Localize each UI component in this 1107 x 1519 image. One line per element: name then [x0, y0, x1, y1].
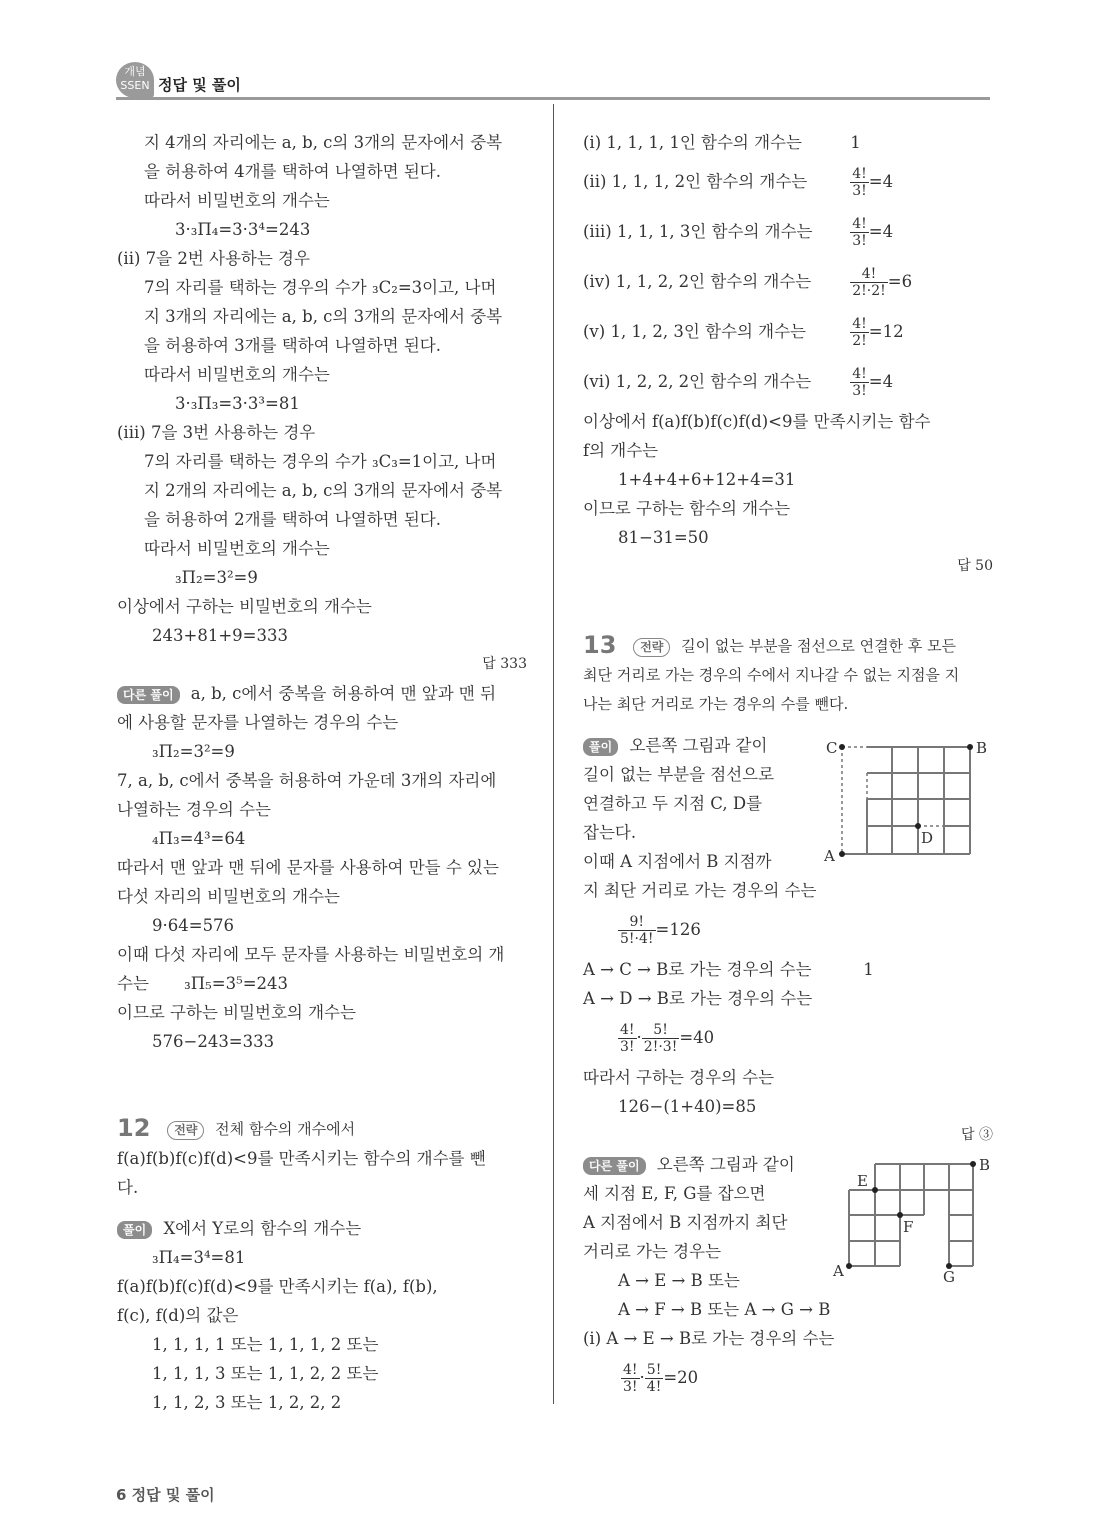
text-line: 7의 자리를 택하는 경우의 수가 ₃C₃=1이고, 나머: [144, 452, 497, 471]
equation-result: =126: [655, 920, 701, 939]
logo-top-text: 개념: [124, 65, 146, 78]
text-line: 이때 A 지점에서 B 지점까: [583, 852, 772, 871]
equation: 3·₃Π₄=3·3⁴=243: [175, 220, 311, 239]
ssen-logo: [116, 62, 154, 98]
text-line: 1, 1, 1, 3 또는 1, 1, 2, 2 또는: [152, 1364, 379, 1383]
text-line: 따라서 비밀번호의 개수는: [144, 539, 330, 558]
text-line: 지 2개의 자리에는 a, b, c의 3개의 문자에서 중복: [144, 481, 503, 500]
alt-solution-tag: 다른 풀이: [117, 686, 180, 704]
text-line: 이상에서 f(a)f(b)f(c)f(d)<9를 만족시키는 함수: [583, 412, 931, 431]
equation: 81−31=50: [618, 528, 709, 547]
answer-label: 답 50: [957, 558, 993, 574]
grid-figure-2: [833, 1156, 995, 1286]
fraction: $\frac{4!}{3!}$: [852, 216, 867, 249]
fraction: $\frac{4!}{3!}$: [623, 1362, 638, 1395]
case-heading: (iii) 7을 3번 사용하는 경우: [117, 423, 316, 442]
text-line: 지 최단 거리로 가는 경우의 수는: [583, 881, 817, 900]
equation-result: =20: [663, 1368, 699, 1387]
text-line: 다섯 자리의 비밀번호의 개수는: [117, 887, 340, 906]
label-A: A: [833, 1262, 844, 1280]
text-line: 잡는다.: [583, 823, 637, 842]
fraction: $\frac{4!}{2!\cdot 2!}$: [852, 266, 886, 299]
equation: 576−243=333: [152, 1032, 275, 1051]
text-line: 따라서 맨 앞과 맨 뒤에 문자를 사용하여 만들 수 있는: [117, 858, 499, 877]
text-span: 오른쪽 그림과 같이: [656, 1155, 795, 1174]
fraction: $\frac{9!}{5!\cdot 4!}$: [620, 914, 654, 947]
dot-operator: ·: [639, 1368, 645, 1387]
equation: [583, 1013, 993, 1063]
text-line: [117, 969, 527, 998]
path-line: [583, 955, 993, 984]
strategy-text: f(a)f(b)f(c)f(d)<9를 만족시키는 함수의 개수를 뺀: [117, 1149, 486, 1168]
problem-13-header: [583, 629, 993, 661]
point-B: [967, 744, 973, 750]
header-rule: [116, 97, 990, 100]
point-B: [970, 1161, 976, 1167]
equation: [583, 905, 993, 955]
text-line: 나열하는 경우의 수는: [117, 800, 271, 819]
text-line: f(c), f(d)의 값은: [117, 1306, 239, 1325]
label-A: A: [824, 847, 835, 865]
case-value: =12: [868, 322, 904, 341]
solution-tag: 풀이: [117, 1221, 152, 1239]
case-line: [583, 257, 993, 307]
solution-tag: 풀이: [583, 738, 618, 756]
text-line: 이때 다섯 자리에 모두 문자를 사용하는 비밀번호의 개: [117, 945, 505, 964]
left-column: [117, 128, 527, 1417]
strategy-text: 최단 거리로 가는 경우의 수에서 지나갈 수 없는 지점을 지: [583, 666, 960, 684]
text-line: 을 허용하여 2개를 택하여 나열하면 된다.: [144, 510, 441, 529]
text-line: 을 허용하여 3개를 택하여 나열하면 된다.: [144, 336, 441, 355]
text-line: 1, 1, 1, 1 또는 1, 1, 1, 2 또는: [152, 1335, 379, 1354]
fraction: $\frac{5!}{4!}$: [646, 1362, 662, 1395]
equation: ₃Π₂=3²=9: [175, 568, 258, 587]
page-title: 정답 및 풀이: [158, 76, 241, 94]
case-line: [583, 128, 993, 157]
label-F: F: [903, 1218, 914, 1236]
equation: ₄Π₃=4³=64: [152, 829, 246, 848]
text-line: A 지점에서 B 지점까지 최단: [583, 1213, 788, 1232]
text-line: 7의 자리를 택하는 경우의 수가 ₃C₂=3이고, 나머: [144, 278, 497, 297]
page-footer: [116, 1484, 215, 1505]
case-value: =4: [868, 372, 894, 391]
text-span: X에서 Y로의 함수의 개수는: [163, 1219, 362, 1238]
text-line: 7, a, b, c에서 중복을 허용하여 가운데 3개의 자리에: [117, 771, 497, 790]
fraction: $\frac{4!}{3!}$: [620, 1022, 635, 1055]
logo-bottom-text: SSEN: [120, 79, 150, 92]
equation: 1+4+4+6+12+4=31: [618, 470, 796, 489]
label-G: G: [943, 1268, 955, 1286]
page-number: 6: [116, 1486, 127, 1504]
text-line: 에 사용할 문자를 나열하는 경우의 수는: [117, 713, 399, 732]
label-B: B: [976, 739, 988, 757]
alt-solution-line: [117, 679, 527, 708]
point-C: [839, 744, 845, 750]
text-line: 거리로 가는 경우는: [583, 1242, 722, 1261]
text-line: 지 3개의 자리에는 a, b, c의 3개의 문자에서 중복: [144, 307, 503, 326]
equation-result: =40: [679, 1028, 715, 1047]
footer-label: 정답 및 풀이: [131, 1486, 215, 1504]
case-heading: (i) A → E → B로 가는 경우의 수는: [583, 1329, 835, 1348]
path-value: 1: [863, 960, 874, 979]
path-line: A → E → B 또는: [618, 1271, 740, 1290]
equation: 243+81+9=333: [152, 626, 288, 645]
text-line: 이므로 구하는 비밀번호의 개수는: [117, 1003, 356, 1022]
text-line: f의 개수는: [583, 441, 659, 460]
equation: ₃Π₅=3⁵=243: [184, 974, 289, 993]
equation: [583, 1353, 993, 1403]
column-divider: [553, 104, 554, 1404]
strategy-text: 다.: [117, 1178, 139, 1197]
case-value: 1: [850, 133, 861, 152]
text-line: 이상에서 구하는 비밀번호의 개수는: [117, 597, 372, 616]
text-line: 따라서 비밀번호의 개수는: [144, 365, 330, 384]
text-span: 오른쪽 그림과 같이: [629, 736, 768, 755]
fraction: $\frac{4!}{3!}$: [852, 366, 867, 399]
point-E: [872, 1187, 878, 1193]
text-span: a, b, c에서 중복을 허용하여 맨 앞과 맨 뒤: [190, 684, 497, 703]
dot-operator: ·: [636, 1028, 642, 1047]
path-line: A → F → B 또는 A → G → B: [618, 1300, 831, 1319]
solution-line: [117, 1214, 527, 1243]
text-line: 따라서 구하는 경우의 수는: [583, 1068, 775, 1087]
fraction: $\frac{5!}{2!\cdot 3!}$: [643, 1022, 678, 1055]
case-heading: (ii) 7을 2번 사용하는 경우: [117, 249, 310, 268]
answer-label: 답 333: [482, 656, 527, 672]
equation: ₃Π₄=3⁴=81: [152, 1248, 246, 1267]
text-line: 1, 1, 2, 3 또는 1, 2, 2, 2: [152, 1393, 342, 1412]
fraction: $\frac{4!}{3!}$: [852, 166, 867, 199]
strategy-text: 길이 없는 부분을 점선으로 연결한 후 모든: [681, 637, 957, 655]
case-label: (v) 1, 1, 2, 3인 함수의 개수는: [583, 322, 806, 341]
text-line: 지 4개의 자리에는 a, b, c의 3개의 문자에서 중복: [144, 133, 503, 152]
alt-solution-tag: 다른 풀이: [583, 1157, 646, 1175]
path-label: A → C → B로 가는 경우의 수는: [583, 960, 812, 979]
problem-number: 12: [117, 1114, 151, 1142]
text-line: 이므로 구하는 함수의 개수는: [583, 499, 791, 518]
equation: 3·₃Π₃=3·3³=81: [175, 394, 300, 413]
problem-number: 13: [583, 631, 617, 659]
point-A: [846, 1263, 852, 1269]
case-line: [583, 207, 993, 257]
strategy-text: 전체 함수의 개수에서: [215, 1120, 356, 1138]
equation: ₃Π₂=3²=9: [152, 742, 235, 761]
text-line: 을 허용하여 4개를 택하여 나열하면 된다.: [144, 162, 441, 181]
text-line: 따라서 비밀번호의 개수는: [144, 191, 330, 210]
path-line: A → D → B로 가는 경우의 수는: [583, 989, 813, 1008]
strategy-tag: 전략: [633, 638, 670, 657]
label-C: C: [826, 739, 838, 757]
strategy-text: 나는 최단 거리로 가는 경우의 수를 뺀다.: [583, 695, 849, 713]
case-label: (vi) 1, 2, 2, 2인 함수의 개수는: [583, 372, 812, 391]
case-value: =6: [887, 272, 913, 291]
case-line: [583, 357, 993, 407]
equation: 126−(1+40)=85: [618, 1097, 757, 1116]
strategy-tag: 전략: [167, 1121, 204, 1140]
case-value: =4: [868, 172, 894, 191]
case-label: (iii) 1, 1, 1, 3인 함수의 개수는: [583, 222, 813, 241]
text-line: 길이 없는 부분을 점선으로: [583, 765, 775, 784]
case-label: (ii) 1, 1, 1, 2인 함수의 개수는: [583, 172, 808, 191]
answer-label: 답 ③: [961, 1127, 993, 1143]
text-span: 수는: [117, 974, 149, 993]
text-line: f(a)f(b)f(c)f(d)<9를 만족시키는 f(a), f(b),: [117, 1277, 438, 1296]
case-value: =4: [868, 222, 894, 241]
fraction: $\frac{4!}{2!}$: [852, 316, 867, 349]
label-D: D: [921, 829, 934, 847]
text-line: 세 지점 E, F, G를 잡으면: [583, 1184, 766, 1203]
label-B: B: [979, 1156, 991, 1174]
point-A: [839, 851, 845, 857]
equation: 9·64=576: [152, 916, 235, 935]
text-line: 연결하고 두 지점 C, D를: [583, 794, 763, 813]
case-line: [583, 157, 993, 207]
label-E: E: [857, 1172, 868, 1190]
problem-12-header: [117, 1112, 527, 1144]
case-label: (i) 1, 1, 1, 1인 함수의 개수는: [583, 133, 802, 152]
grid-figure-1: [824, 739, 998, 870]
case-label: (iv) 1, 1, 2, 2인 함수의 개수는: [583, 272, 812, 291]
case-line: [583, 307, 993, 357]
